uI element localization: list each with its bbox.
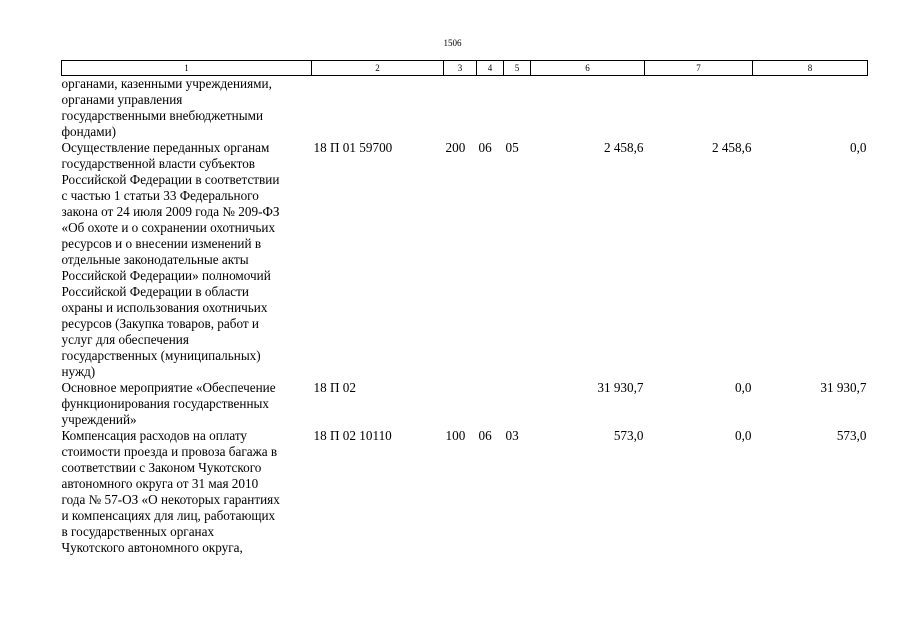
row-name-line: Чукотского автономного округа, xyxy=(61,540,243,555)
federal-amount-cell xyxy=(645,76,753,141)
row-name-line: в государственных органах xyxy=(61,524,215,539)
expense-type-cell: 200 xyxy=(445,140,466,155)
section-cell xyxy=(477,76,504,141)
row-name-line: учреждений» xyxy=(61,412,137,427)
row-name-line: закона от 24 июля 2009 года № 209-ФЗ xyxy=(61,204,280,219)
total-amount-cell: 31 930,7 xyxy=(597,380,644,395)
section-cell: 06 xyxy=(478,140,492,155)
row-name-cell xyxy=(62,140,312,380)
subsection-cell xyxy=(504,380,531,428)
row-name-line: Российской Федерации в соответствии xyxy=(61,172,280,187)
row-name-line: Осуществление переданных органам xyxy=(61,140,270,155)
row-name-line: и компенсациях для лиц, работающих xyxy=(61,508,276,523)
row-name-line: фондами) xyxy=(61,124,117,139)
column-header: 2 xyxy=(312,61,444,76)
row-name-line: органами управления xyxy=(61,92,183,107)
classification-code-cell: 18 П 01 59700 xyxy=(313,140,393,155)
row-name-cell xyxy=(62,380,312,428)
row-name-line: Российской Федерации» полномочий xyxy=(61,268,271,283)
regional-amount-cell: 31 930,7 xyxy=(820,380,867,395)
classification-code-cell: 18 П 02 xyxy=(313,380,356,395)
budget-table xyxy=(61,60,868,556)
row-name-line: Российской Федерации в области xyxy=(61,284,249,299)
row-name-line: соответствии с Законом Чукотского xyxy=(61,460,262,475)
column-header: 6 xyxy=(531,61,645,76)
row-name-line: охраны и использования охотничьих xyxy=(61,300,268,315)
row-name-line: отдельные законодательные акты xyxy=(61,252,249,267)
total-amount-cell xyxy=(531,76,645,141)
row-name-line: стоимости проезда и провоза багажа в xyxy=(61,444,278,459)
total-amount-cell: 2 458,6 xyxy=(603,140,644,155)
federal-amount-cell: 2 458,6 xyxy=(711,140,752,155)
row-name-line: услуг для обеспечения xyxy=(61,332,189,347)
subsection-cell xyxy=(504,76,531,141)
row-name-line: Основное мероприятие «Обеспечение xyxy=(61,380,276,395)
regional-amount-cell xyxy=(753,76,868,141)
table-row xyxy=(62,380,868,428)
row-name-line: ресурсов и о внесении изменений в xyxy=(61,236,262,251)
row-name-line: органами, казенными учреждениями, xyxy=(61,76,272,91)
total-amount-cell: 573,0 xyxy=(613,428,644,443)
section-cell xyxy=(477,380,504,428)
regional-amount-cell: 0,0 xyxy=(850,140,867,155)
column-header: 5 xyxy=(504,61,531,76)
row-name-line: государственных (муниципальных) xyxy=(61,348,261,363)
table-row xyxy=(62,428,868,556)
classification-code-cell: 18 П 02 10110 xyxy=(313,428,392,443)
row-name-line: «Об охоте и о сохранении охотничьих xyxy=(61,220,276,235)
federal-amount-cell: 0,0 xyxy=(735,380,752,395)
row-name-line: года № 57-ОЗ «О некоторых гарантиях xyxy=(61,492,280,507)
row-name-line: государственной власти субъектов xyxy=(61,156,256,171)
subsection-cell: 03 xyxy=(505,428,519,443)
row-name-line: функционирования государственных xyxy=(61,396,269,411)
regional-amount-cell: 573,0 xyxy=(836,428,867,443)
section-cell: 06 xyxy=(478,428,492,443)
row-name-line: нужд) xyxy=(61,364,96,379)
classification-code-cell xyxy=(312,76,444,141)
row-name-line: ресурсов (Закупка товаров, работ и xyxy=(61,316,259,331)
page-number: 1506 xyxy=(443,38,462,48)
subsection-cell: 05 xyxy=(505,140,519,155)
row-name-line: автономного округа от 31 мая 2010 xyxy=(61,476,259,491)
row-name-line: с частью 1 статьи 33 Федерального xyxy=(61,188,259,203)
federal-amount-cell: 0,0 xyxy=(735,428,752,443)
row-name-line: государственными внебюджетными xyxy=(61,108,264,123)
row-name-cell xyxy=(62,76,312,141)
expense-type-cell xyxy=(444,76,477,141)
expense-type-cell: 100 xyxy=(445,428,466,443)
column-header: 7 xyxy=(645,61,753,76)
row-name-cell xyxy=(62,428,312,556)
column-header: 8 xyxy=(753,61,868,76)
table-row xyxy=(62,76,868,141)
column-header: 4 xyxy=(477,61,504,76)
column-number-header-row xyxy=(62,61,868,76)
column-header: 3 xyxy=(444,61,477,76)
expense-type-cell xyxy=(444,380,477,428)
column-header: 1 xyxy=(62,61,312,76)
table-row xyxy=(62,140,868,380)
row-name-line: Компенсация расходов на оплату xyxy=(61,428,248,443)
table-body xyxy=(62,76,868,557)
